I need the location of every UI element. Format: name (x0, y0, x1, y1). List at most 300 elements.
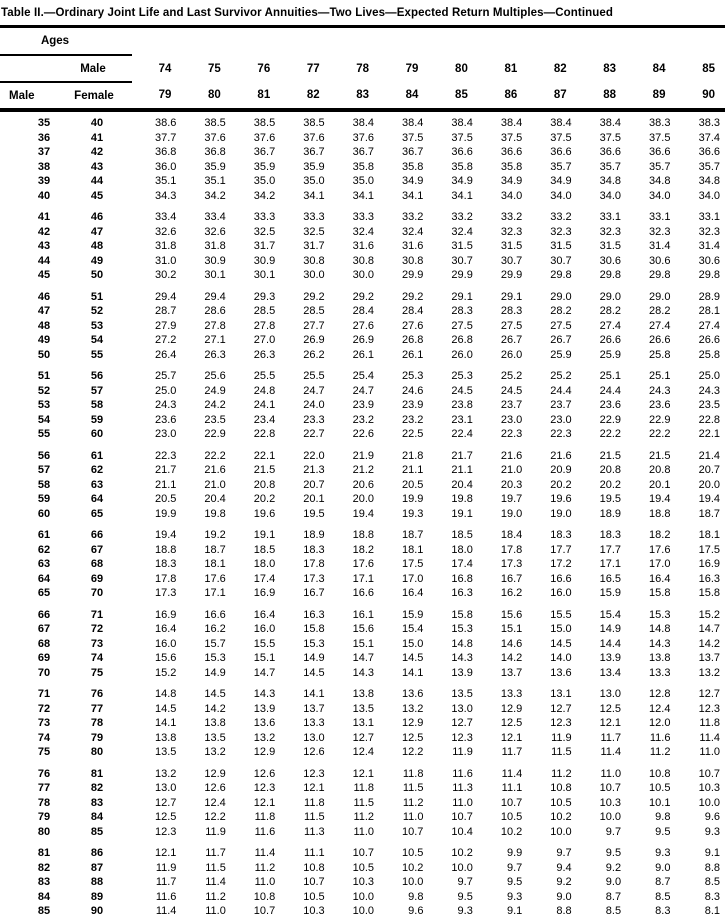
multiple-cell: 33.1 (698, 211, 720, 223)
multiple-cell: 11.2 (649, 746, 671, 758)
multiple-cell: 19.6 (550, 493, 572, 505)
multiple-cell: 12.3 (550, 717, 572, 729)
multiple-cell: 28.4 (402, 305, 424, 317)
multiple-cell: 26.9 (303, 334, 325, 346)
multiple-cell: 11.3 (304, 825, 325, 838)
multiple-cell: 11.8 (699, 717, 720, 729)
table-row (0, 543, 725, 558)
multiple-cell: 14.7 (698, 623, 720, 635)
multiple-cell: 25.8 (649, 348, 671, 361)
multiple-cell: 15.2 (154, 666, 177, 679)
multiple-cell: 10.7 (500, 796, 523, 809)
female-age-cell: 40 (90, 117, 104, 129)
multiple-cell: 32.3 (649, 225, 671, 238)
multiple-cell: 34.9 (500, 175, 523, 187)
multiple-cell: 10.0 (352, 905, 375, 917)
multiple-cell: 19.4 (698, 493, 720, 505)
table-row (0, 521, 725, 543)
multiple-cell: 11.0 (600, 767, 622, 780)
multiple-cell: 13.6 (550, 666, 572, 679)
multiple-cell: 27.7 (303, 319, 325, 332)
multiple-cell: 12.7 (451, 717, 473, 729)
multiple-cell: 24.2 (204, 399, 226, 411)
multiple-cell: 27.6 (402, 319, 424, 332)
multiple-cell: 36.6 (599, 146, 622, 158)
multiple-cell: 21.1 (451, 464, 473, 476)
multiple-cell: 12.5 (402, 731, 424, 744)
table-row (0, 760, 725, 782)
multiple-cell: 25.2 (500, 370, 523, 382)
multiple-cell: 9.6 (704, 811, 720, 823)
multiple-cell: 18.3 (550, 529, 572, 541)
female-age-cell: 41 (90, 131, 104, 144)
female-age-cell: 68 (90, 558, 104, 570)
multiple-cell: 11.4 (205, 876, 226, 888)
multiple-cell: 16.4 (649, 572, 671, 585)
table-row (0, 110, 725, 131)
multiple-cell: 30.1 (204, 269, 226, 281)
multiple-cell: 8.5 (655, 890, 671, 903)
multiple-cell: 21.6 (500, 449, 523, 462)
multiple-cell: 30.6 (698, 254, 720, 267)
multiple-cell: 23.9 (352, 399, 375, 411)
multiple-cell: 14.9 (303, 652, 325, 664)
multiple-cell: 24.5 (451, 384, 473, 397)
multiple-cell: 33.2 (451, 211, 473, 223)
multiple-cell: 18.5 (253, 543, 276, 556)
multiple-cell: 11.7 (155, 876, 177, 888)
male-age-cell: 36 (37, 131, 51, 144)
multiple-cell: 22.0 (303, 449, 325, 462)
multiple-cell: 28.3 (451, 305, 473, 317)
multiple-cell: 9.8 (655, 811, 671, 823)
multiple-cell: 30.9 (204, 254, 226, 267)
multiple-cell: 36.6 (649, 146, 671, 158)
multiple-cell: 12.1 (599, 717, 622, 729)
multiple-cell: 37.5 (451, 131, 473, 144)
multiple-cell: 25.1 (649, 370, 671, 382)
multiple-cell: 16.4 (154, 623, 177, 635)
multiple-cell: 28.4 (352, 305, 375, 317)
multiple-cell: 12.6 (253, 767, 276, 780)
male-ages-header-row (0, 55, 725, 82)
multiple-cell: 29.4 (154, 290, 177, 303)
multiple-cell: 22.7 (303, 428, 325, 440)
female-column-label: Female (70, 82, 132, 110)
multiple-cell: 15.3 (649, 608, 671, 621)
multiple-cell: 12.9 (204, 767, 226, 780)
multiple-cell: 10.5 (550, 796, 572, 809)
multiple-cell: 34.1 (352, 189, 375, 202)
multiple-cell: 11.4 (501, 767, 523, 780)
multiple-cell: 14.2 (500, 652, 523, 664)
male-age-header-cell: 75 (208, 62, 221, 75)
male-age-cell: 65 (37, 587, 51, 599)
table-row (0, 572, 725, 587)
multiple-cell: 23.0 (550, 413, 572, 426)
table-row (0, 716, 725, 731)
multiple-cell: 11.9 (551, 731, 572, 744)
multiple-cell: 16.0 (253, 623, 276, 635)
multiple-cell: 21.6 (550, 449, 572, 462)
male-age-cell: 76 (37, 767, 51, 780)
multiple-cell: 19.1 (451, 507, 473, 520)
male-age-cell: 41 (37, 211, 51, 223)
male-age-cell: 84 (37, 890, 51, 903)
multiple-cell: 17.3 (500, 558, 523, 570)
multiple-cell: 15.6 (352, 623, 375, 635)
male-age-cell: 79 (37, 811, 51, 823)
male-age-header-cell: 79 (405, 62, 419, 75)
multiple-cell: 13.7 (303, 702, 325, 715)
multiple-cell: 34.8 (649, 175, 671, 187)
female-age-cell: 44 (90, 175, 104, 187)
multiple-cell: 22.3 (154, 449, 177, 462)
multiple-cell: 23.6 (649, 399, 671, 411)
multiple-cell: 20.0 (352, 493, 375, 505)
male-age-cell: 52 (37, 384, 51, 397)
female-age-cell: 69 (90, 572, 104, 585)
multiple-cell: 10.7 (402, 825, 424, 838)
multiple-cell: 38.4 (599, 117, 622, 129)
male-age-header-cell: 81 (504, 62, 518, 75)
male-age-cell: 63 (37, 558, 51, 570)
male-age-cell: 67 (37, 623, 51, 635)
multiple-cell: 11.4 (254, 847, 276, 859)
multiple-cell: 24.7 (352, 384, 375, 397)
multiple-cell: 24.4 (550, 384, 572, 397)
multiple-cell: 34.0 (698, 189, 720, 202)
female-age-cell: 65 (90, 507, 104, 520)
multiple-cell: 12.3 (253, 782, 276, 794)
female-age-cell: 71 (90, 608, 104, 621)
male-age-header-cell: 74 (158, 62, 172, 75)
multiple-cell: 30.0 (352, 269, 375, 281)
multiple-cell: 10.2 (402, 861, 424, 874)
multiple-cell: 31.5 (599, 240, 622, 252)
multiple-cell: 14.8 (649, 623, 671, 635)
multiple-cell: 10.7 (253, 905, 276, 917)
multiple-cell: 16.6 (550, 572, 572, 585)
multiple-cell: 10.5 (500, 811, 523, 823)
multiple-cell: 34.1 (451, 189, 473, 202)
multiple-cell: 17.0 (649, 558, 671, 570)
female-age-cell: 61 (90, 449, 104, 462)
multiple-cell: 17.8 (154, 572, 177, 585)
multiple-cell: 10.2 (451, 847, 473, 859)
multiple-cell: 14.6 (500, 637, 523, 650)
multiple-cell: 32.6 (204, 225, 226, 238)
multiple-cell: 20.3 (500, 478, 523, 491)
female-age-cell: 55 (90, 348, 104, 361)
multiple-cell: 26.3 (253, 348, 276, 361)
table-row (0, 825, 725, 840)
multiple-cell: 17.6 (352, 558, 375, 570)
multiple-cell: 19.5 (599, 493, 622, 505)
multiple-cell: 34.3 (154, 189, 177, 202)
multiple-cell: 15.1 (500, 623, 523, 635)
multiple-cell: 29.4 (204, 290, 226, 303)
multiple-cell: 26.7 (500, 334, 523, 346)
female-age-cell: 74 (90, 652, 104, 664)
multiple-cell: 29.8 (649, 269, 671, 281)
multiple-cell: 24.4 (599, 384, 622, 397)
multiple-cell: 12.7 (352, 731, 375, 744)
multiple-cell: 33.4 (154, 211, 177, 223)
ages-header-label: Ages (0, 27, 132, 56)
multiple-cell: 18.0 (451, 543, 473, 556)
multiple-cell: 30.0 (303, 269, 325, 281)
multiple-cell: 10.0 (599, 811, 622, 823)
multiple-cell: 26.6 (649, 334, 671, 346)
male-age-cell: 69 (37, 652, 51, 664)
table-row (0, 348, 725, 363)
table-row (0, 586, 725, 601)
female-age-header-cell: 88 (577, 82, 626, 110)
female-age-cell: 64 (90, 493, 104, 505)
multiple-cell: 23.5 (698, 399, 720, 411)
multiple-cell: 25.5 (303, 370, 325, 382)
male-age-cell: 46 (37, 290, 51, 303)
multiple-cell: 13.8 (204, 717, 226, 729)
female-age-cell: 60 (90, 428, 104, 440)
multiple-cell: 12.8 (649, 688, 671, 700)
male-age-cell: 42 (37, 225, 51, 238)
table-row (0, 268, 725, 283)
ages-header-spacer (132, 27, 725, 56)
multiple-cell: 16.3 (303, 608, 325, 621)
multiple-cell: 37.6 (253, 131, 276, 144)
multiple-cell: 10.7 (698, 767, 720, 780)
multiple-cell: 13.5 (204, 731, 226, 744)
multiple-cell: 22.9 (649, 413, 671, 426)
multiple-cell: 29.3 (253, 290, 276, 303)
multiple-cell: 11.9 (452, 746, 473, 758)
multiple-cell: 9.1 (506, 905, 523, 917)
multiple-cell: 36.7 (402, 146, 424, 158)
multiple-cell: 8.5 (704, 876, 720, 888)
multiple-cell: 18.8 (352, 529, 375, 541)
multiple-cell: 16.6 (204, 608, 226, 621)
multiple-cell: 29.8 (698, 269, 720, 281)
multiple-cell: 33.3 (253, 211, 276, 223)
table-row (0, 904, 725, 919)
multiple-cell: 22.3 (550, 428, 572, 440)
multiple-cell: 11.0 (353, 825, 375, 838)
multiple-cell: 25.1 (599, 370, 622, 382)
multiple-cell: 21.1 (402, 464, 424, 476)
multiple-cell: 15.7 (204, 637, 226, 650)
multiple-cell: 25.5 (253, 370, 276, 382)
multiple-cell: 17.1 (204, 587, 226, 599)
female-age-header-cell: 84 (379, 82, 428, 110)
multiple-cell: 14.5 (303, 666, 325, 679)
multiple-cell: 27.8 (204, 319, 226, 332)
multiple-cell: 23.7 (500, 399, 523, 411)
multiple-cell: 13.4 (599, 666, 622, 679)
multiple-cell: 15.8 (698, 587, 720, 599)
multiple-cell: 26.4 (154, 348, 177, 361)
multiple-cell: 16.9 (253, 587, 276, 599)
multiple-cell: 33.4 (204, 211, 226, 223)
multiple-cell: 14.9 (599, 623, 622, 635)
multiple-cell: 28.9 (698, 290, 720, 303)
multiple-cell: 10.0 (451, 861, 473, 874)
multiple-cell: 23.4 (253, 413, 276, 426)
multiple-cell: 11.2 (205, 890, 226, 903)
table-row (0, 622, 725, 637)
table-row (0, 384, 725, 399)
multiple-cell: 33.3 (352, 211, 375, 223)
multiple-cell: 15.3 (451, 623, 473, 635)
multiple-cell: 34.2 (253, 189, 276, 202)
female-age-cell: 43 (90, 160, 104, 173)
multiple-cell: 27.4 (649, 319, 671, 332)
table-row (0, 283, 725, 305)
multiple-cell: 21.2 (352, 464, 375, 476)
multiple-cell: 26.3 (204, 348, 226, 361)
multiple-cell: 30.6 (649, 254, 671, 267)
multiple-cell: 28.2 (599, 305, 622, 317)
table-row (0, 557, 725, 572)
multiple-cell: 13.2 (253, 731, 276, 744)
multiple-cell: 38.3 (698, 117, 720, 129)
multiple-cell: 18.1 (698, 529, 720, 541)
multiple-cell: 23.6 (599, 399, 622, 411)
male-age-cell: 60 (37, 507, 51, 520)
male-age-cell: 58 (37, 478, 51, 491)
multiple-cell: 35.8 (451, 160, 473, 173)
male-age-cell: 43 (37, 240, 51, 252)
table-row (0, 731, 725, 746)
multiple-cell: 18.7 (698, 507, 720, 520)
multiple-cell: 10.7 (352, 847, 375, 859)
multiple-cell: 14.2 (204, 702, 226, 715)
table-row (0, 702, 725, 717)
multiple-cell: 9.0 (556, 890, 572, 903)
multiple-cell: 27.8 (253, 319, 276, 332)
multiple-cell: 15.8 (451, 608, 473, 621)
multiple-cell: 11.8 (353, 782, 375, 794)
multiple-cell: 18.1 (402, 543, 424, 556)
multiple-cell: 12.4 (649, 702, 671, 715)
multiple-cell: 11.5 (353, 796, 375, 809)
multiple-cell: 35.7 (649, 160, 671, 173)
multiple-cell: 33.2 (402, 211, 424, 223)
male-age-header-cell: 76 (257, 62, 271, 75)
multiple-cell: 10.2 (500, 825, 523, 838)
multiple-cell: 13.3 (649, 666, 671, 679)
table-row (0, 637, 725, 652)
male-age-cell: 80 (37, 825, 51, 838)
multiple-cell: 34.9 (550, 175, 572, 187)
multiple-cell: 18.3 (303, 543, 325, 556)
table-row (0, 839, 725, 861)
multiple-cell: 19.3 (402, 507, 424, 520)
multiple-cell: 23.1 (451, 413, 473, 426)
table-header (0, 27, 725, 111)
multiple-cell: 17.6 (204, 572, 226, 585)
multiple-cell: 15.1 (352, 637, 375, 650)
multiple-cell: 25.7 (154, 370, 177, 382)
multiple-cell: 11.8 (254, 811, 276, 823)
multiple-cell: 31.6 (402, 240, 424, 252)
multiple-cell: 8.7 (605, 890, 622, 903)
multiple-cell: 25.9 (599, 348, 622, 361)
multiple-cell: 14.1 (303, 688, 325, 700)
multiple-cell: 12.5 (599, 702, 622, 715)
multiple-cell: 26.8 (402, 334, 424, 346)
multiple-cell: 32.4 (352, 225, 375, 238)
multiple-cell: 21.5 (649, 449, 671, 462)
multiple-cell: 8.5 (605, 905, 622, 917)
multiple-cell: 19.4 (649, 493, 671, 505)
multiple-cell: 29.2 (352, 290, 375, 303)
multiple-cell: 13.5 (451, 688, 473, 700)
multiple-cell: 18.9 (303, 529, 325, 541)
multiple-cell: 10.0 (402, 876, 424, 888)
multiple-cell: 36.6 (451, 146, 473, 158)
male-age-header-cell: 83 (603, 62, 617, 75)
female-age-header-cell: 82 (280, 82, 329, 110)
table-row (0, 666, 725, 681)
female-age-cell: 56 (90, 370, 104, 382)
multiple-cell: 12.5 (154, 811, 177, 823)
multiple-cell: 19.1 (253, 529, 276, 541)
multiple-cell: 18.0 (253, 558, 276, 570)
female-age-cell: 85 (90, 825, 104, 838)
multiple-cell: 15.4 (402, 623, 424, 635)
multiple-cell: 32.5 (253, 225, 276, 238)
multiple-cell: 15.9 (599, 587, 622, 599)
male-age-cell: 64 (37, 572, 51, 585)
table-row (0, 810, 725, 825)
multiple-cell: 22.9 (204, 428, 226, 440)
multiple-cell: 11.4 (699, 731, 720, 744)
multiple-cell: 36.7 (303, 146, 325, 158)
multiple-cell: 11.3 (452, 782, 473, 794)
multiple-cell: 31.8 (154, 240, 177, 252)
multiple-cell: 30.6 (599, 254, 622, 267)
male-age-header-cell: 77 (306, 62, 320, 75)
multiple-cell: 14.4 (599, 637, 622, 650)
multiple-cell: 15.3 (204, 652, 226, 664)
male-age-cell: 82 (37, 861, 51, 874)
multiple-cell: 35.0 (303, 175, 325, 187)
male-age-cell: 72 (37, 702, 51, 715)
multiple-cell: 21.7 (451, 449, 473, 462)
female-age-cell: 81 (90, 767, 104, 780)
male-age-cell: 66 (37, 608, 51, 621)
multiple-cell: 20.5 (402, 478, 424, 491)
multiple-cell: 19.4 (352, 507, 375, 520)
multiple-cell: 25.3 (451, 370, 473, 382)
female-age-cell: 80 (90, 746, 104, 758)
multiple-cell: 19.9 (154, 507, 177, 520)
multiple-cell: 18.3 (599, 529, 622, 541)
multiple-cell: 9.8 (408, 890, 424, 903)
multiple-cell: 29.9 (402, 269, 424, 281)
multiple-cell: 38.4 (451, 117, 473, 129)
multiple-cell: 20.2 (253, 493, 276, 505)
table-row (0, 601, 725, 623)
multiple-cell: 33.1 (649, 211, 671, 223)
multiple-cell: 29.9 (500, 269, 523, 281)
multiple-cell: 24.0 (303, 399, 325, 411)
multiple-cell: 12.6 (303, 746, 325, 758)
multiple-cell: 17.3 (303, 572, 325, 585)
multiple-cell: 28.6 (204, 305, 226, 317)
